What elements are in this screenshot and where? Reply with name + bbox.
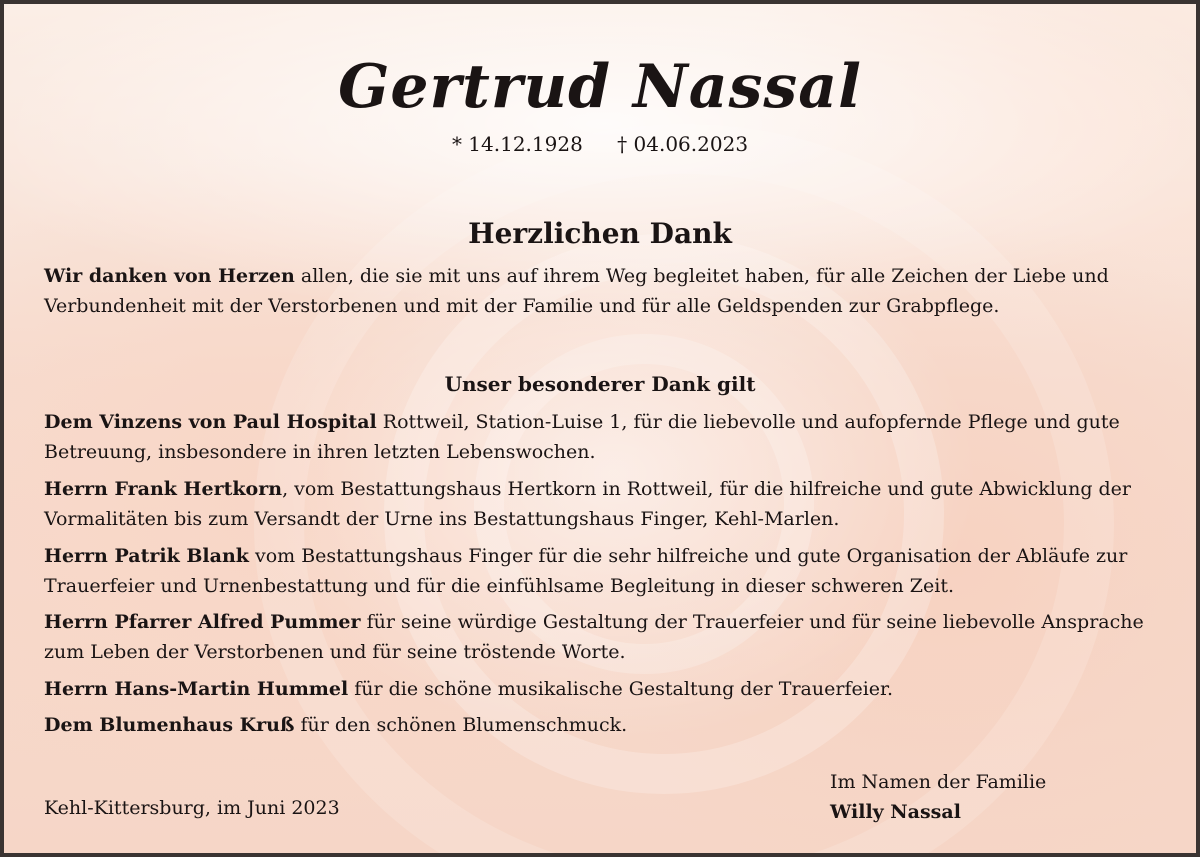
thanks-item [44, 710, 1159, 740]
thanks-recipient: Dem Blumenhaus Kruß [44, 714, 295, 736]
thanks-recipient: Herrn Hans-Martin Hummel [44, 678, 349, 700]
thanks-recipient: Herrn Pfarrer Alfred Pummer [44, 611, 361, 633]
deceased-name: Gertrud Nassal [338, 52, 862, 122]
place-and-date: Kehl-Kittersburg, im Juni 2023 [44, 797, 340, 819]
thanks-text: für den schönen Blumenschmuck. [294, 714, 628, 736]
thanks-item [44, 674, 1159, 704]
death-date: † 04.06.2023 [617, 132, 749, 156]
thanks-text: Rottweil, Station-Luise 1, für die liebevolle und aufopfernde Pflege und gute Betreuung, insbesondere in ihren letzten Lebenswochen. [44, 411, 1120, 463]
thanks-text: für die schöne musikalische Gestaltung der Trauerfeier. [348, 678, 894, 700]
thanks-item [44, 607, 1159, 667]
thanks-item [44, 541, 1159, 601]
thanks-item [44, 474, 1159, 534]
intro-paragraph [44, 261, 1159, 321]
obituary-content [4, 4, 1196, 853]
birth-date: * 14.12.1928 [451, 132, 583, 156]
thanks-recipient: Herrn Patrik Blank [44, 545, 249, 567]
thanks-text: für seine würdige Gestaltung der Trauerfeier und für seine liebevolle Ansprache zum Leben der Verstorbenen und für seine tröstende Worte. [44, 611, 1144, 663]
intro-bold: Wir danken von Herzen [44, 265, 295, 287]
signature-name: Willy Nassal [830, 801, 961, 823]
heading-thanks: Herzlichen Dank [468, 217, 732, 250]
life-dates [4, 132, 1196, 156]
thanks-text: , vom Bestattungshaus Hertkorn in Rottweil, für die hilfreiche und gute Abwicklung der Vormalitäten bis zum Versandt der Urne ins Bestattungshaus Finger, Kehl-Marlen. [44, 478, 1132, 530]
signature-line: Im Namen der Familie [830, 771, 1047, 793]
thanks-text: vom Bestattungshaus Finger für die sehr hilfreiche und gute Organisation der Abläufe zur Trauerfeier und Urnenbestattung und für die einfühlsame Begleitung in dieser schweren Zeit. [44, 545, 1128, 597]
heading-special-thanks: Unser besonderer Dank gilt [444, 372, 756, 396]
thanks-item [44, 407, 1159, 467]
intro-text: allen, die sie mit uns auf ihrem Weg begleitet haben, für alle Zeichen der Liebe und Verbundenheit mit der Verstorbenen und mit der Familie und für alle Geldspenden zur Grabpflege. [44, 265, 1109, 317]
signature-block [830, 767, 1046, 827]
thanks-recipient: Dem Vinzens von Paul Hospital [44, 411, 377, 433]
thanks-recipient: Herrn Frank Hertkorn [44, 478, 283, 500]
